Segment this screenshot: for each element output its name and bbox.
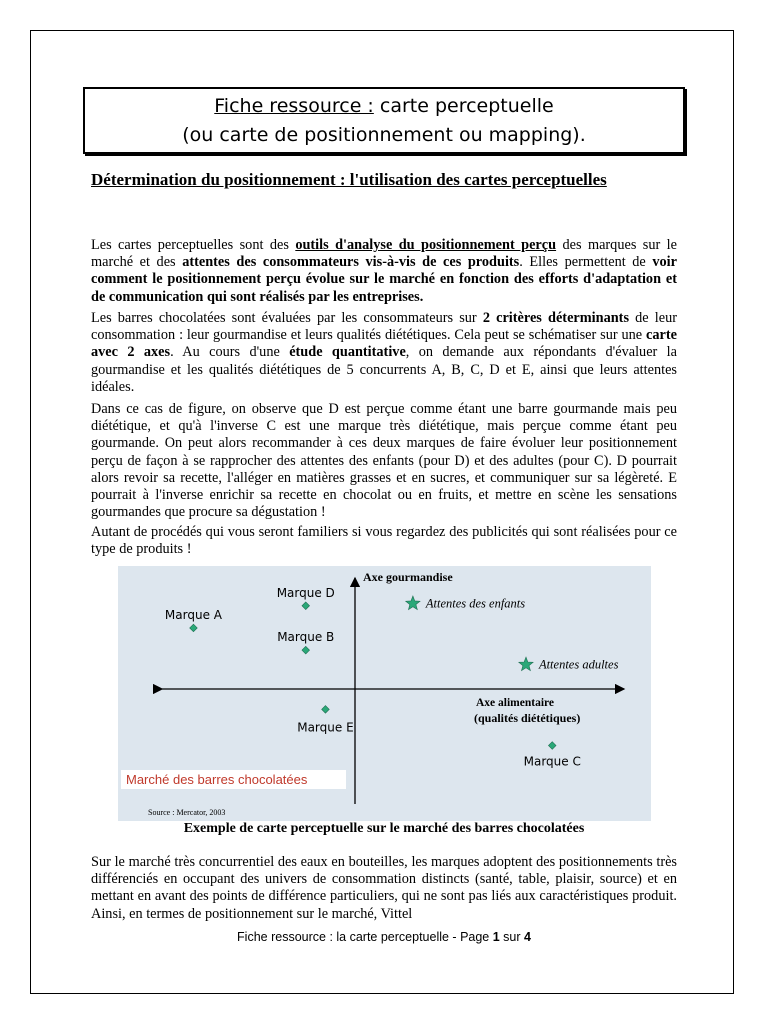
p2-emphasis-b: 2 critères déterminants	[482, 310, 630, 326]
p1-text-c: des marques sur le marché et des	[91, 237, 677, 271]
point-label-marque-e: Marque E	[297, 720, 354, 735]
point-marque-b	[302, 646, 310, 654]
footer-page-number: 1	[492, 930, 500, 944]
p2-emphasis-f: étude quantitative	[289, 344, 406, 361]
point-label-attentes-des-enfants: Attentes des enfants	[425, 596, 526, 611]
page-footer	[91, 930, 677, 944]
x-axis-label: Axe alimentaire	[476, 697, 555, 709]
paragraph-3	[91, 401, 677, 521]
p3-text: Dans ce cas de figure, on observe que D est perçue comme étant une barre gourmande mais peu diététique, et qu'à l'inverse C est une marque très diététique, mais perçue comme étant peu gourmande. On peut alors recommander à ces deux marques de faire évoluer leur positionnement perçu de façon à se rapprocher des attentes des enfants (pour D) et des adultes (pour C). D pourrait alors revoir sa recette, l'alléger en matières grasses et en sucres, et communiquer sur sa légèreté. E pourrait à l'inverse enrichir sa recette en chocolat ou en fruits, et mettre en scène les sensations gourmandes que procure sa dégustation !	[91, 401, 677, 521]
title-underlined: Fiche ressource :	[214, 95, 374, 117]
paragraph-4	[91, 524, 677, 558]
footer-page-total: 4	[524, 930, 531, 944]
point-label-marque-d: Marque D	[276, 585, 335, 600]
perceptual-map-svg	[118, 566, 651, 821]
y-axis-label: Axe gourmandise	[363, 570, 453, 584]
point-attentes-des-enfants	[406, 596, 420, 610]
section-heading: Détermination du positionnement : l'utilisation des cartes perceptuelles	[91, 170, 607, 189]
p5-text: Sur le marché très concurrentiel des eaux en bouteilles, les marques adoptent des positionnements très différenciés en occupant des univers de consommation distincts (santé, table, plaisir, source) et en mettant en avant des points de différence particuliers, qui ne sont pas liés aux caractéristiques produit. Ainsi, en termes de positionnement sur le marché, Vittel	[91, 854, 677, 922]
title-line-1	[85, 92, 683, 121]
title-line1-rest: carte perceptuelle	[373, 95, 554, 117]
p1-text-e: . Elles permettent de	[519, 254, 653, 271]
paragraph-5	[91, 854, 677, 923]
point-marque-e	[322, 706, 330, 714]
p4-text: Autant de procédés qui vous seront familiers si vous regardez des publicités qui sont réalisées pour ce type de produits !	[91, 524, 677, 558]
footer-middle: sur	[499, 930, 524, 944]
chart-source: Source : Mercator, 2003	[148, 808, 226, 817]
title-box	[83, 87, 685, 154]
point-label-marque-a: Marque A	[164, 607, 222, 622]
point-marque-c	[548, 742, 556, 750]
p1-text-a: Les cartes perceptuelles sont des	[91, 237, 296, 253]
p2-text-c: de leur consommation : leur gourmandise et leurs qualités diététiques. Cela peut se schématiser sur une	[91, 310, 677, 344]
point-attentes-adultes	[519, 657, 533, 671]
point-label-marque-b: Marque B	[277, 630, 335, 645]
chart-title: Marché des barres chocolatées	[126, 772, 308, 787]
point-label-marque-c: Marque C	[523, 754, 581, 769]
p1-emphasis-f: voir comment le positionnement perçu évolue sur le marché en fonction des efforts d'adaptation et de communication qui sont réalisés par les entreprises.	[91, 254, 677, 305]
perceptual-map-chart	[118, 566, 651, 821]
x-axis-label-line2: (qualités diététiques)	[474, 711, 581, 725]
point-marque-d	[302, 602, 310, 610]
paragraph-2	[91, 310, 677, 396]
paragraph-1	[91, 237, 677, 306]
point-marque-a	[190, 624, 198, 632]
p2-text-g: , on demande aux répondants d'évaluer la gourmandise et les qualités diététiques de 5 concurrents A, B, C, D et E, ainsi que leurs attentes idéales.	[91, 344, 677, 395]
p2-text-a: Les barres chocolatées sont évaluées par les consommateurs sur	[91, 310, 483, 326]
title-line-2: (ou carte de positionnement ou mapping).	[182, 124, 586, 146]
point-label-attentes-adultes: Attentes adultes	[538, 657, 619, 672]
p1-emphasis-b: outils d'analyse du positionnement perçu	[295, 237, 557, 253]
p1-emphasis-d: attentes des consommateurs vis-à-vis de ces produits	[182, 254, 520, 271]
p2-emphasis-d: carte avec 2 axes	[91, 327, 677, 361]
chart-caption: Exemple de carte perceptuelle sur le marché des barres chocolatées	[183, 821, 585, 836]
p2-text-e: . Au cours d'une	[170, 344, 290, 361]
footer-prefix: Fiche ressource : la carte perceptuelle - Page	[237, 930, 493, 944]
